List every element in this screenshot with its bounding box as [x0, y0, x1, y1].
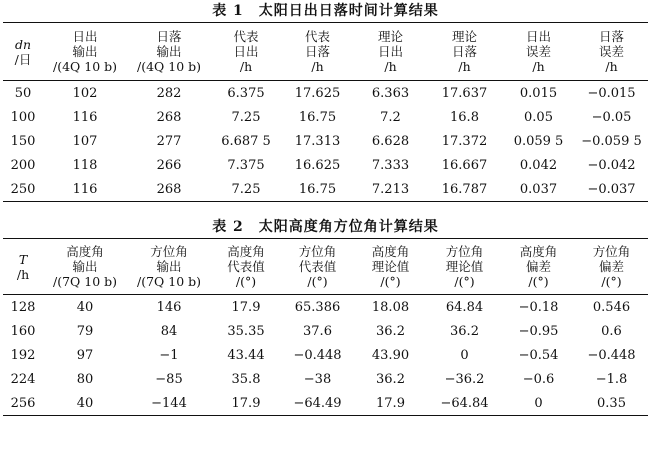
header-cell: 方位角 输出 /(7Q 10 b)	[136, 244, 202, 289]
table-cell: 35.8	[231, 371, 261, 387]
table-cell: −1	[159, 347, 179, 363]
table-cell: 192	[10, 347, 36, 363]
table-cell: 17.9	[231, 299, 261, 315]
table-cell: 107	[72, 133, 98, 149]
header-cell: 高度角 理论值 /(°)	[371, 244, 410, 289]
table-cell: 0	[534, 395, 543, 411]
table-cell: 7.2	[380, 109, 401, 125]
table-cell: 256	[10, 395, 36, 411]
table-cell: 65.386	[294, 299, 341, 315]
table-cell: −0.015	[587, 85, 636, 101]
table-cell: 17.9	[231, 395, 261, 411]
table-cell: −0.448	[587, 347, 636, 363]
table-cell: 17.625	[294, 85, 341, 101]
table-cell: 250	[10, 181, 36, 197]
header-cell: T /h	[16, 251, 30, 282]
table-cell: 116	[72, 181, 98, 197]
table-cell: 43.90	[371, 347, 410, 363]
table-cell: 116	[72, 109, 98, 125]
table-cell: 0.05	[524, 109, 553, 125]
table-cell: 16.75	[298, 181, 337, 197]
table-cell: 118	[72, 157, 98, 173]
table-cell: −0.95	[518, 323, 559, 339]
table-cell: 7.333	[371, 157, 410, 173]
table-cell: 268	[156, 109, 182, 125]
table-cell: −0.05	[591, 109, 632, 125]
table-cell: 84	[160, 323, 178, 339]
header-cell: 日出 输出 /(4Q 10 b)	[52, 29, 118, 74]
table-cell: 37.6	[303, 323, 332, 339]
table-cell: 16.667	[441, 157, 488, 173]
table-cell: 0	[460, 347, 469, 363]
header-cell: 高度角 偏差 /(°)	[519, 244, 558, 289]
table-cell: 7.213	[371, 181, 410, 197]
table-cell: 6.363	[371, 85, 410, 101]
header-cell: 理论 日落 /h	[451, 29, 477, 74]
table-cell: 50	[14, 85, 32, 101]
table2-header-row	[3, 239, 648, 295]
table-row	[3, 129, 648, 153]
table2-header	[3, 239, 648, 295]
table-row	[3, 105, 648, 129]
table-cell: 102	[72, 85, 98, 101]
table-cell: 17.372	[441, 133, 488, 149]
table-cell: −0.18	[518, 299, 559, 315]
table-cell: 0.546	[592, 299, 631, 315]
table-cell: −0.042	[587, 157, 636, 173]
table-cell: 17.637	[441, 85, 488, 101]
table-cell: −38	[303, 371, 332, 387]
table-cell: 277	[156, 133, 182, 149]
table-row	[3, 391, 648, 416]
table-cell: −64.84	[440, 395, 489, 411]
table-cell: 268	[156, 181, 182, 197]
table1-caption: 表 1 太阳日出日落时间计算结果	[212, 3, 439, 19]
table-cell: 16.75	[298, 109, 337, 125]
table-row	[3, 343, 648, 367]
table-cell: 43.44	[227, 347, 265, 363]
table-cell: −0.6	[522, 371, 555, 387]
table-cell: −85	[155, 371, 183, 387]
header-cell: 日落 输出 /(4Q 10 b)	[136, 29, 202, 74]
table-row	[3, 177, 648, 202]
table-cell: 146	[156, 299, 182, 315]
table-cell: 7.375	[227, 157, 265, 173]
table-cell: 150	[10, 133, 36, 149]
header-cell: 方位角 偏差 /(°)	[592, 244, 631, 289]
table-cell: 64.84	[445, 299, 484, 315]
table-cell: 18.08	[371, 299, 410, 315]
table-row	[3, 367, 648, 391]
table-cell: 16.8	[450, 109, 479, 125]
table-cell: 97	[76, 347, 94, 363]
table-cell: 0.042	[519, 157, 558, 173]
table-cell: 40	[76, 395, 94, 411]
table-cell: 36.2	[450, 323, 479, 339]
table-cell: 0.015	[519, 85, 558, 101]
table-cell: −0.54	[518, 347, 559, 363]
table-cell: 282	[156, 85, 182, 101]
table1-body	[3, 81, 648, 202]
table-cell: 0.059 5	[513, 133, 564, 149]
table-cell: 100	[10, 109, 36, 125]
table-cell: −144	[151, 395, 187, 411]
table-row	[3, 153, 648, 177]
table-row	[3, 81, 648, 106]
header-cell: 日落 误差 /h	[598, 29, 624, 74]
table-cell: 266	[156, 157, 182, 173]
table-cell: −36.2	[444, 371, 485, 387]
header-cell: 代表 日出 /h	[233, 29, 259, 74]
table2	[3, 238, 648, 416]
table-row	[3, 319, 648, 343]
header-cell: 日出 误差 /h	[525, 29, 551, 74]
table-cell: −0.059 5	[581, 133, 642, 149]
table-cell: −64.49	[293, 395, 342, 411]
table-cell: 0.6	[601, 323, 622, 339]
table2-caption: 表 2 太阳高度角方位角计算结果	[212, 219, 439, 235]
table-cell: 40	[76, 299, 94, 315]
table1	[3, 22, 648, 202]
header-cell: 高度角 代表值 /(°)	[227, 244, 265, 289]
table-cell: 200	[10, 157, 36, 173]
header-cell: 理论 日出 /h	[377, 29, 403, 74]
table-cell: 6.628	[371, 133, 410, 149]
table-cell: 160	[10, 323, 36, 339]
header-cell: 高度角 输出 /(7Q 10 b)	[52, 244, 118, 289]
table-cell: 16.787	[441, 181, 488, 197]
table-cell: 80	[76, 371, 94, 387]
table-cell: 16.625	[294, 157, 341, 173]
header-cell: 代表 日落 /h	[304, 29, 330, 74]
table-cell: 224	[10, 371, 36, 387]
table-cell: −0.037	[587, 181, 636, 197]
header-cell: 方位角 代表值 /(°)	[298, 244, 337, 289]
header-cell: 方位角 理论值 /(°)	[445, 244, 484, 289]
table-cell: −1.8	[595, 371, 628, 387]
table-cell: 0.35	[597, 395, 626, 411]
table-cell: 6.375	[227, 85, 265, 101]
table-cell: 35.35	[227, 323, 265, 339]
table2-body	[3, 295, 648, 416]
table-cell: 17.9	[376, 395, 405, 411]
header-cell: dn /日	[14, 36, 32, 67]
table-cell: 36.2	[376, 323, 405, 339]
table-cell: 17.313	[294, 133, 341, 149]
table1-header	[3, 23, 648, 81]
table1-header-row	[3, 23, 648, 81]
table-row	[3, 295, 648, 320]
table-cell: 79	[76, 323, 94, 339]
table-cell: 36.2	[376, 371, 405, 387]
table-cell: −0.448	[293, 347, 342, 363]
table-cell: 0.037	[519, 181, 558, 197]
table-cell: 7.25	[231, 109, 261, 125]
table-cell: 6.687 5	[221, 133, 271, 149]
table-cell: 128	[10, 299, 36, 315]
table-cell: 7.25	[231, 181, 261, 197]
